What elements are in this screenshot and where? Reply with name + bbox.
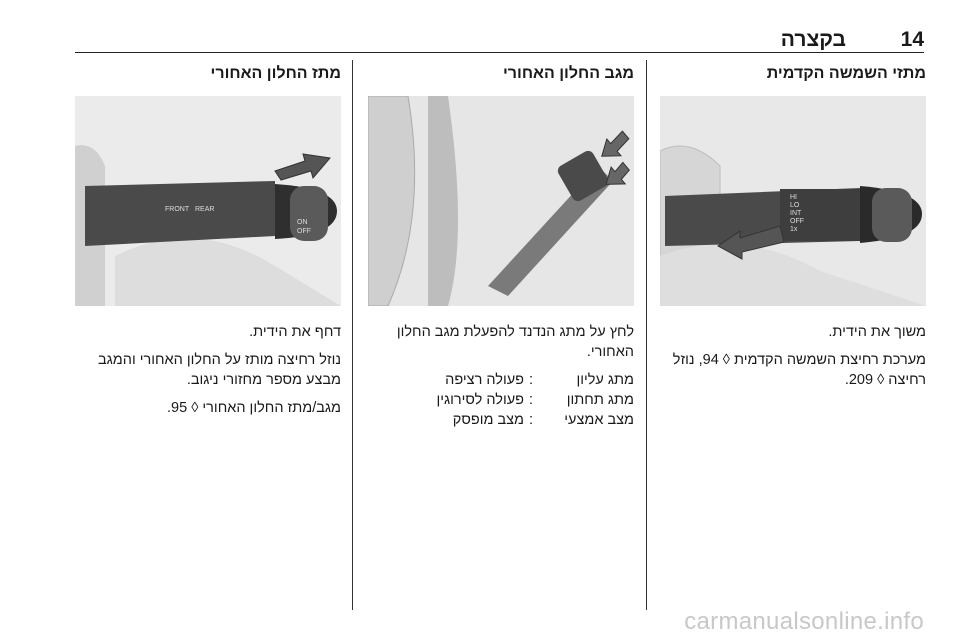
washer-lever-illustration bbox=[660, 96, 926, 306]
lever-1x-label: 1x bbox=[790, 226, 798, 233]
page-header bbox=[75, 28, 924, 53]
rear-washer-lever-illustration bbox=[75, 96, 341, 306]
position-separator: : bbox=[528, 372, 534, 388]
position-row bbox=[368, 410, 634, 430]
right-column bbox=[660, 60, 926, 84]
middle-intro: לחץ על מתג הנדנד להפעלת מגב החלון האחורי. bbox=[396, 324, 634, 360]
column-divider bbox=[352, 60, 353, 610]
lever-int-label: INT bbox=[790, 210, 802, 217]
left-paragraph-3: מגב/מתז החלון האחורי ◊ 95. bbox=[167, 400, 341, 416]
position-separator: : bbox=[528, 412, 534, 428]
position-separator: : bbox=[528, 392, 534, 408]
lever-off-label: OFF bbox=[790, 218, 804, 225]
right-paragraph-1: משוך את הידית. bbox=[828, 324, 926, 340]
middle-column-title: מגב החלון האחורי bbox=[502, 65, 634, 82]
lever-front-label: FRONT bbox=[165, 206, 190, 213]
position-key: מתג עליון bbox=[576, 372, 634, 388]
page-number: 14 bbox=[900, 28, 924, 51]
position-value: מצב מופסק bbox=[452, 412, 524, 428]
position-value: פעולה לסירוגין bbox=[436, 392, 524, 408]
left-paragraph-2: נוזל רחיצה מותז על החלון האחורי והמגב מבצע מספר מחזורי ניגוב. bbox=[97, 352, 341, 388]
section-title: בקצרה bbox=[780, 28, 846, 51]
right-paragraph-2: מערכת רחיצת השמשה הקדמית ◊ 94, נוזל רחיצה ◊ 209. bbox=[672, 352, 926, 388]
lever-off-short-label: OFF bbox=[297, 228, 311, 235]
lever-rear-label: REAR bbox=[195, 206, 215, 213]
column-divider bbox=[646, 60, 647, 610]
lever-lo-label: LO bbox=[790, 202, 800, 209]
lever-hi-label: HI bbox=[790, 194, 797, 201]
right-column-text bbox=[660, 322, 926, 398]
left-column-title: מתז החלון האחורי bbox=[210, 65, 341, 82]
position-value: פעולה רציפה bbox=[445, 372, 524, 388]
middle-column bbox=[368, 60, 634, 84]
left-paragraph-1: דחף את הידית. bbox=[249, 324, 341, 340]
position-row bbox=[368, 390, 634, 410]
right-column-title: מתזי השמשה הקדמית bbox=[766, 65, 926, 82]
middle-column-text bbox=[368, 322, 634, 430]
watermark: carmanualsonline.info bbox=[684, 608, 924, 635]
left-column-text bbox=[75, 322, 341, 426]
position-row bbox=[368, 370, 634, 390]
lever-on-label: ON bbox=[297, 219, 308, 226]
position-key: מצב אמצעי bbox=[564, 412, 634, 428]
rear-wiper-rocker-illustration bbox=[368, 96, 634, 306]
positions-table bbox=[368, 370, 634, 430]
position-key: מתג תחתון bbox=[566, 392, 634, 408]
left-column bbox=[75, 60, 341, 84]
